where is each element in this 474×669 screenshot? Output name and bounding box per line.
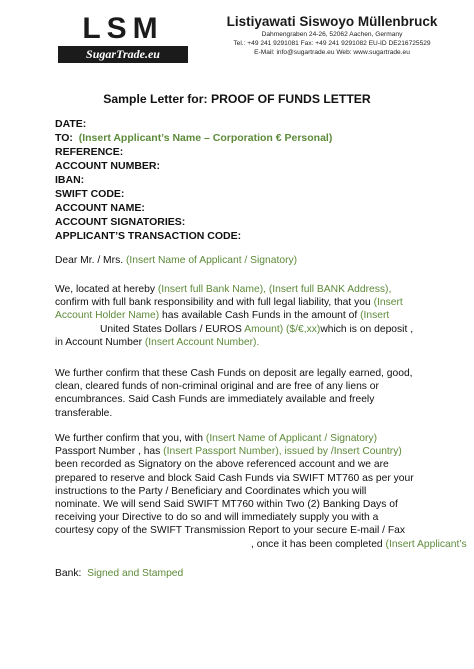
para1-line1-text: We, located at hereby (55, 284, 158, 295)
para2-line1: We further confirm that these Cash Funds on deposit are legally earned, good, (55, 368, 413, 379)
bank-signature (55, 567, 183, 580)
para3-line7: receiving your Directive to do so and will immediately supply you with a (55, 512, 379, 524)
para3-line8: courtesy copy of the SWIFT Transmission Report to your secure E-mail / Fax (55, 525, 406, 537)
field-transaction-code: APPLICANT’S TRANSACTION CODE: (55, 230, 242, 242)
para1-line4-text: United States Dollars / EUROS (100, 323, 245, 335)
paragraph-signatory (55, 432, 467, 551)
company-contact: E-Mail: info@sugartrade.eu Web: www.sugartrade.eu (254, 49, 410, 56)
field-iban: IBAN: (55, 174, 85, 186)
letter-title: Sample Letter for: PROOF OF FUNDS LETTER (103, 92, 371, 106)
para1-line3-placeholder2: (Insert (360, 310, 390, 322)
para2-line2: clean, cleared funds of non-criminal original and are free of any liens or (55, 381, 379, 393)
para3-line2-text: Passport Number , has (55, 446, 164, 458)
company-phone: Tel.: +49 241 9291081 Fax: +49 241 9291082 EU-ID DE216725529 (233, 40, 431, 47)
field-swift: SWIFT CODE: (55, 188, 125, 200)
salutation-label: Dear Mr. / Mrs. (55, 255, 124, 266)
paragraph-funds-legal (55, 367, 413, 420)
field-to-label: TO: (55, 132, 73, 144)
para2-line3: encumbrances. Said Cash Funds are immediately available and freely (55, 394, 375, 406)
company-name: Listiyawati Siswoyo Müllenbruck (226, 14, 438, 29)
para1-line3-placeholder: Account Holder Name) (55, 310, 160, 322)
para3-line2-placeholder: (Insert Passport Number), issued by /Insert Country) (163, 446, 402, 458)
company-address: Dahmengraben 24-26, 52062 Aachen, Germany (261, 31, 403, 38)
salutation-placeholder: (Insert Name of Applicant / Signatory) (125, 255, 298, 266)
para3-line1-text: We further confirm that you, with (55, 433, 206, 444)
para1-line4-text2: which is on deposit , (320, 323, 414, 335)
field-date: DATE: (55, 118, 87, 130)
para3-line5: instructions to the Party / Beneficiary and Coordinates which you will (55, 485, 367, 497)
para3-line4: prepared to reserve and block Said Cash Funds via SWIFT MT760 as per your (55, 472, 414, 484)
field-account-name: ACCOUNT NAME: (55, 202, 145, 214)
field-account-number: ACCOUNT NUMBER: (55, 160, 160, 172)
letter-fields (55, 117, 332, 243)
para3-line9-text: , once it has been completed (251, 538, 386, 550)
company-logo (58, 14, 188, 66)
para3-line1-placeholder: (Insert Name of Applicant / Signatory) (205, 433, 378, 444)
salutation (55, 254, 297, 267)
para1-line5-text: in Account Number (55, 336, 145, 348)
para1-line4-placeholder: Amount) ($/€,xx) (244, 323, 321, 335)
field-signatories: ACCOUNT SIGNATORIES: (55, 216, 186, 228)
para3-line9-placeholder: (Insert Applicant’s (385, 538, 467, 550)
field-to-placeholder: (Insert Applicant’s Name – Corporation € Personal) (78, 132, 333, 144)
field-to (55, 131, 332, 145)
para1-line1-placeholder: (Insert full Bank Name), (Insert full BANK Address), (157, 284, 392, 295)
para1-line5-placeholder: (Insert Account Number). (144, 336, 260, 348)
paragraph-bank-confirmation (55, 283, 413, 349)
para1-line2-placeholder: (Insert (373, 297, 403, 309)
field-reference: REFERENCE: (55, 146, 124, 158)
bank-label: Bank: (55, 568, 82, 579)
para3-line6: nominate. We will send Said SWIFT MT760 within Two (2) Banking Days of (55, 499, 398, 511)
bank-value: Signed and Stamped (87, 568, 184, 579)
logo-subtext: SugarTrade.eu (86, 47, 160, 61)
company-info (196, 14, 468, 57)
logo-text: LSM (82, 12, 164, 45)
para3-line3: been recorded as Signatory on the above referenced account and we are (55, 459, 389, 471)
para1-line3-text: has available Cash Funds in the amount of (159, 310, 361, 322)
para1-line2-text: confirm with full bank responsibility and with full legal liability, that you (55, 297, 374, 309)
para2-line4: transferable. (55, 407, 113, 419)
